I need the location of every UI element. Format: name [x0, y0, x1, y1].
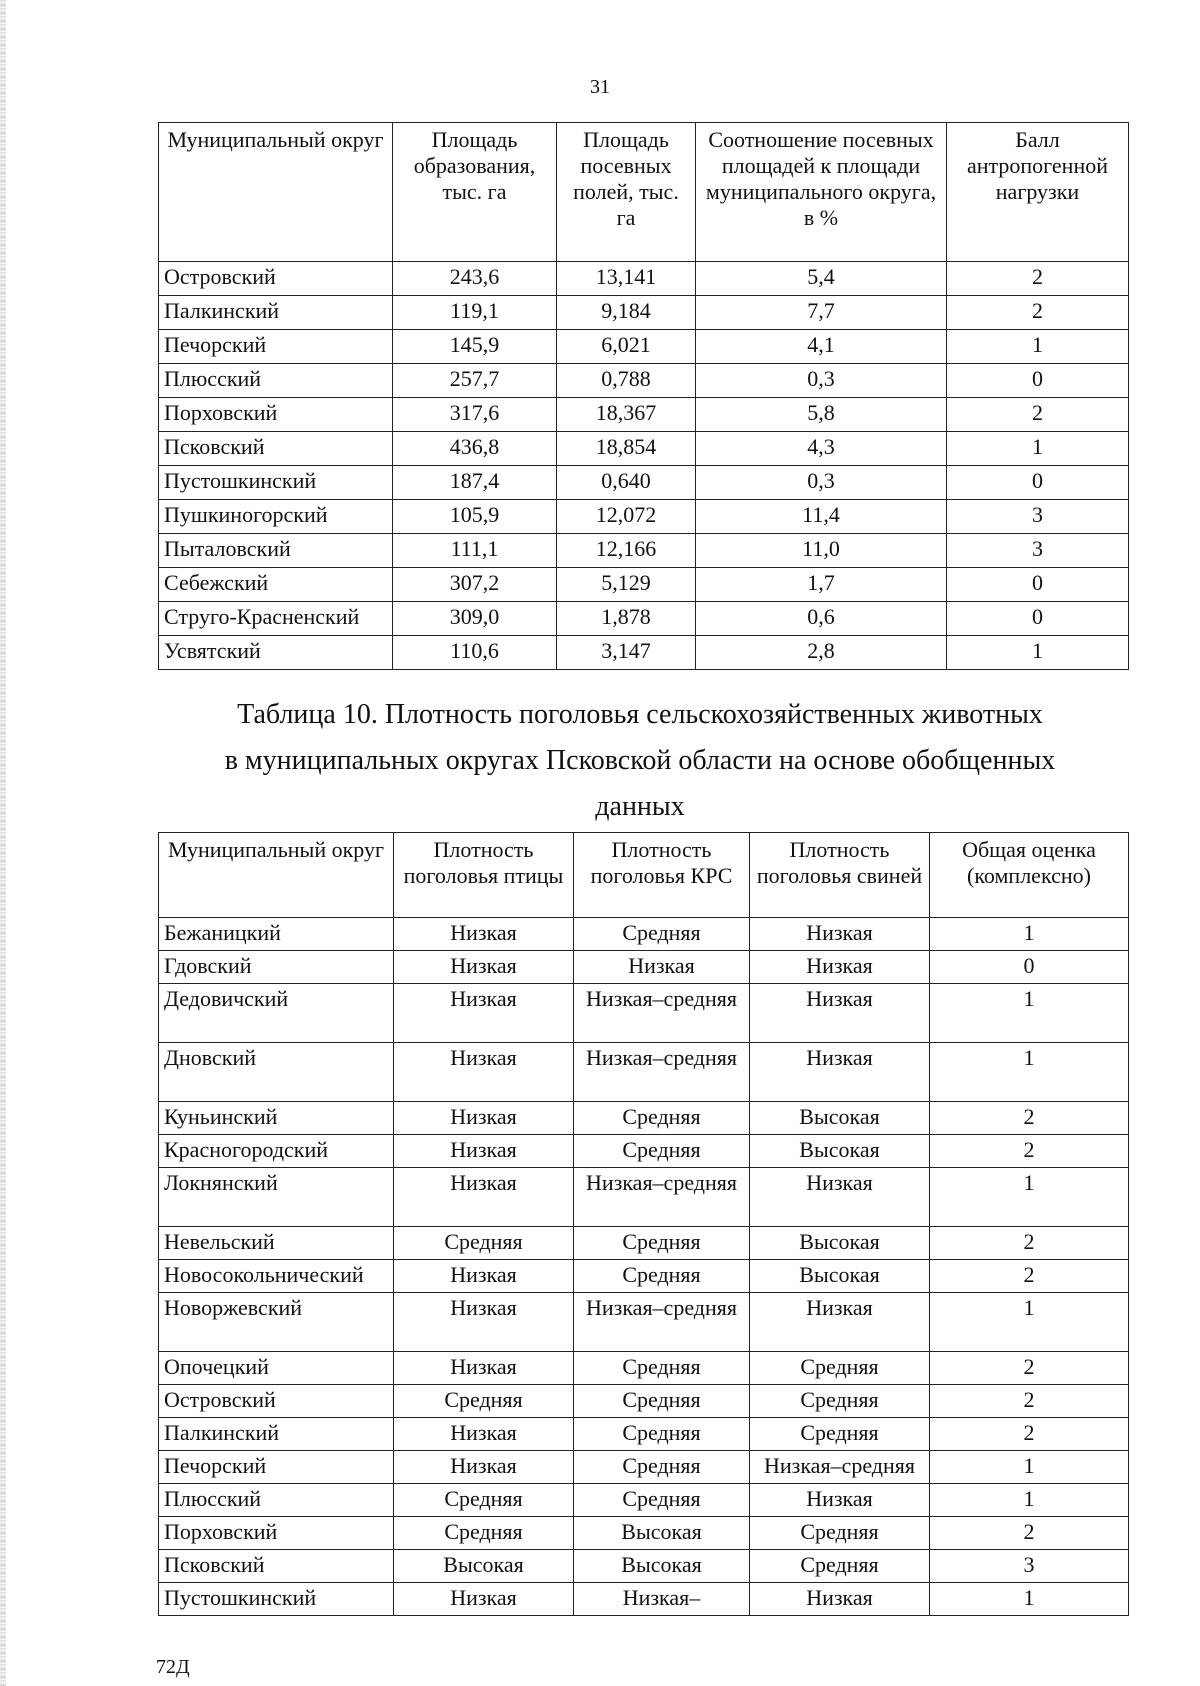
cell-poultry: Низкая	[394, 1451, 574, 1484]
table-row	[159, 1352, 1129, 1385]
cell-pigs: Средняя	[750, 1352, 930, 1385]
cell-overall: 2	[930, 1260, 1129, 1293]
cell-district: Печорский	[159, 1451, 394, 1484]
cell-district: Плюсский	[159, 364, 393, 398]
cell-overall: 2	[930, 1517, 1129, 1550]
cell-ratio: 11,4	[696, 500, 947, 534]
cell-cattle: Низкая	[574, 951, 750, 984]
table-row	[159, 1260, 1129, 1293]
page-number: 31	[590, 76, 610, 98]
cell-overall: 1	[930, 1451, 1129, 1484]
table-row	[159, 1517, 1129, 1550]
cell-overall: 1	[930, 1583, 1129, 1616]
cell-cattle: Средняя	[574, 1484, 750, 1517]
cell-overall: 1	[930, 1293, 1129, 1352]
cell-district: Новоржевский	[159, 1293, 394, 1352]
cell-area: 119,1	[393, 296, 557, 330]
cell-overall: 1	[930, 918, 1129, 951]
cell-pigs: Низкая	[750, 1484, 930, 1517]
cell-poultry: Низкая	[394, 1043, 574, 1102]
cell-overall: 0	[930, 951, 1129, 984]
cell-poultry: Низкая	[394, 1260, 574, 1293]
cell-overall: 1	[930, 1484, 1129, 1517]
table-row	[159, 602, 1129, 636]
cell-cattle: Низкая–средняя	[574, 1168, 750, 1227]
table-row	[159, 636, 1129, 670]
cell-load-score: 0	[947, 364, 1129, 398]
cell-cattle: Средняя	[574, 1260, 750, 1293]
table-row	[159, 1168, 1129, 1227]
cell-cattle: Низкая–средняя	[574, 984, 750, 1043]
header-sown-area: Площадь посевных полей, тыс. га	[557, 123, 696, 262]
cell-pigs: Низкая	[750, 1043, 930, 1102]
table-row	[159, 330, 1129, 364]
cell-sown-area: 5,129	[557, 568, 696, 602]
cell-load-score: 0	[947, 602, 1129, 636]
cell-pigs: Низкая	[750, 984, 930, 1043]
cell-poultry: Низкая	[394, 984, 574, 1043]
cell-district: Пыталовский	[159, 534, 393, 568]
caption-line-3: данных	[595, 791, 685, 822]
cell-poultry: Средняя	[394, 1517, 574, 1550]
cell-ratio: 5,8	[696, 398, 947, 432]
cell-district: Плюсский	[159, 1484, 394, 1517]
cell-district: Опочецкий	[159, 1352, 394, 1385]
cell-sown-area: 1,878	[557, 602, 696, 636]
cell-sown-area: 0,640	[557, 466, 696, 500]
cell-pigs: Высокая	[750, 1135, 930, 1168]
livestock-density-table	[158, 832, 1129, 1616]
cell-load-score: 1	[947, 330, 1129, 364]
cell-sown-area: 6,021	[557, 330, 696, 364]
cell-cattle: Средняя	[574, 1352, 750, 1385]
header-overall: Общая оценка (комплексно)	[930, 833, 1129, 918]
cell-pigs: Средняя	[750, 1550, 930, 1583]
cell-pigs: Низкая	[750, 1583, 930, 1616]
cell-pigs: Высокая	[750, 1102, 930, 1135]
cell-ratio: 4,3	[696, 432, 947, 466]
cell-area: 110,6	[393, 636, 557, 670]
cell-overall: 1	[930, 1168, 1129, 1227]
table-row	[159, 918, 1129, 951]
cell-cattle: Средняя	[574, 1385, 750, 1418]
cell-overall: 2	[930, 1418, 1129, 1451]
table-row	[159, 296, 1129, 330]
header-load-score: Балл антропогенной нагрузки	[947, 123, 1129, 262]
agricultural-load-table	[158, 122, 1129, 670]
cell-sown-area: 18,367	[557, 398, 696, 432]
cell-overall: 1	[930, 1043, 1129, 1102]
cell-ratio: 7,7	[696, 296, 947, 330]
table-row	[159, 466, 1129, 500]
cell-area: 436,8	[393, 432, 557, 466]
cell-load-score: 0	[947, 568, 1129, 602]
cell-area: 309,0	[393, 602, 557, 636]
cell-cattle: Высокая	[574, 1517, 750, 1550]
table-row	[159, 1418, 1129, 1451]
cell-sown-area: 0,788	[557, 364, 696, 398]
table-row	[159, 1385, 1129, 1418]
cell-poultry: Средняя	[394, 1227, 574, 1260]
cell-cattle: Низкая–средняя	[574, 1293, 750, 1352]
cell-load-score: 1	[947, 636, 1129, 670]
cell-area: 111,1	[393, 534, 557, 568]
cell-ratio: 4,1	[696, 330, 947, 364]
cell-sown-area: 13,141	[557, 262, 696, 296]
table-row	[159, 1227, 1129, 1260]
cell-load-score: 3	[947, 500, 1129, 534]
table-row	[159, 500, 1129, 534]
cell-ratio: 0,3	[696, 364, 947, 398]
table-header-row	[159, 123, 1129, 262]
header-district: Муниципальный округ	[159, 833, 394, 918]
header-district: Муниципальный округ	[159, 123, 393, 262]
cell-pigs: Низкая	[750, 918, 930, 951]
cell-district: Новосокольнический	[159, 1260, 394, 1293]
table-row	[159, 364, 1129, 398]
cell-district: Порховский	[159, 1517, 394, 1550]
table-row	[159, 1135, 1129, 1168]
cell-poultry: Средняя	[394, 1484, 574, 1517]
scan-edge	[0, 0, 6, 1686]
table-row	[159, 568, 1129, 602]
cell-pigs: Низкая–средняя	[750, 1451, 930, 1484]
cell-cattle: Средняя	[574, 1418, 750, 1451]
cell-area: 145,9	[393, 330, 557, 364]
table-row	[159, 432, 1129, 466]
cell-district: Бежаницкий	[159, 918, 394, 951]
table-row	[159, 534, 1129, 568]
cell-district: Усвятский	[159, 636, 393, 670]
cell-load-score: 3	[947, 534, 1129, 568]
cell-district: Себежский	[159, 568, 393, 602]
cell-ratio: 0,6	[696, 602, 947, 636]
cell-district: Палкинский	[159, 296, 393, 330]
cell-overall: 2	[930, 1227, 1129, 1260]
table-row	[159, 1451, 1129, 1484]
cell-district: Дновский	[159, 1043, 394, 1102]
cell-poultry: Низкая	[394, 1418, 574, 1451]
cell-district: Пустошкинский	[159, 466, 393, 500]
cell-area: 243,6	[393, 262, 557, 296]
cell-poultry: Низкая	[394, 1352, 574, 1385]
cell-poultry: Средняя	[394, 1385, 574, 1418]
cell-district: Псковский	[159, 432, 393, 466]
cell-pigs: Средняя	[750, 1517, 930, 1550]
cell-pigs: Средняя	[750, 1385, 930, 1418]
cell-poultry: Низкая	[394, 1583, 574, 1616]
cell-load-score: 0	[947, 466, 1129, 500]
cell-district: Локнянский	[159, 1168, 394, 1227]
cell-overall: 2	[930, 1385, 1129, 1418]
caption-line-1: Таблица 10. Плотность поголовья сельскохозяйственных животных	[237, 699, 1043, 730]
cell-district: Островский	[159, 1385, 394, 1418]
table-row	[159, 1484, 1129, 1517]
cell-overall: 2	[930, 1135, 1129, 1168]
cell-pigs: Низкая	[750, 1293, 930, 1352]
cell-district: Невельский	[159, 1227, 394, 1260]
cell-district: Островский	[159, 262, 393, 296]
cell-ratio: 1,7	[696, 568, 947, 602]
cell-district: Псковский	[159, 1550, 394, 1583]
header-poultry: Плотность поголовья птицы	[394, 833, 574, 918]
cell-district: Струго-Красненский	[159, 602, 393, 636]
cell-overall: 2	[930, 1352, 1129, 1385]
table-row	[159, 1043, 1129, 1102]
cell-district: Куньинский	[159, 1102, 394, 1135]
cell-cattle: Средняя	[574, 1102, 750, 1135]
cell-district: Дедовичский	[159, 984, 394, 1043]
cell-cattle: Средняя	[574, 1135, 750, 1168]
cell-area: 307,2	[393, 568, 557, 602]
cell-sown-area: 12,072	[557, 500, 696, 534]
cell-load-score: 1	[947, 432, 1129, 466]
cell-pigs: Низкая	[750, 951, 930, 984]
cell-ratio: 11,0	[696, 534, 947, 568]
cell-pigs: Низкая	[750, 1168, 930, 1227]
cell-area: 317,6	[393, 398, 557, 432]
cell-sown-area: 12,166	[557, 534, 696, 568]
table-row	[159, 262, 1129, 296]
cell-poultry: Высокая	[394, 1550, 574, 1583]
table-row	[159, 1550, 1129, 1583]
header-ratio: Соотношение посевных площадей к площади муниципального округа, в %	[696, 123, 947, 262]
cell-cattle: Низкая–средняя	[574, 1043, 750, 1102]
cell-district: Порховский	[159, 398, 393, 432]
cell-sown-area: 3,147	[557, 636, 696, 670]
table-row	[159, 984, 1129, 1043]
caption-line-2: в муниципальных округах Псковской области на основе обобщенных	[224, 745, 1056, 776]
cell-area: 105,9	[393, 500, 557, 534]
cell-pigs: Высокая	[750, 1260, 930, 1293]
cell-load-score: 2	[947, 398, 1129, 432]
cell-poultry: Низкая	[394, 918, 574, 951]
cell-overall: 3	[930, 1550, 1129, 1583]
cell-pigs: Средняя	[750, 1418, 930, 1451]
cell-district: Пустошкинский	[159, 1583, 394, 1616]
cell-area: 257,7	[393, 364, 557, 398]
cell-load-score: 2	[947, 262, 1129, 296]
header-cattle: Плотность поголовья КРС	[574, 833, 750, 918]
cell-poultry: Низкая	[394, 1168, 574, 1227]
table-header-row	[159, 833, 1129, 918]
cell-poultry: Низкая	[394, 1293, 574, 1352]
cell-overall: 2	[930, 1102, 1129, 1135]
cell-load-score: 2	[947, 296, 1129, 330]
table-caption	[150, 692, 1130, 830]
cell-ratio: 2,8	[696, 636, 947, 670]
cell-ratio: 5,4	[696, 262, 947, 296]
cell-area: 187,4	[393, 466, 557, 500]
table-row	[159, 1583, 1129, 1616]
header-area: Площадь образования, тыс. га	[393, 123, 557, 262]
footer-mark: 72Д	[156, 1656, 190, 1678]
cell-cattle: Средняя	[574, 1451, 750, 1484]
cell-district: Печорский	[159, 330, 393, 364]
cell-district: Пушкиногорский	[159, 500, 393, 534]
cell-sown-area: 9,184	[557, 296, 696, 330]
cell-overall: 1	[930, 984, 1129, 1043]
cell-cattle: Низкая–	[574, 1583, 750, 1616]
cell-poultry: Низкая	[394, 1135, 574, 1168]
cell-cattle: Высокая	[574, 1550, 750, 1583]
cell-district: Гдовский	[159, 951, 394, 984]
table-row	[159, 1102, 1129, 1135]
header-pigs: Плотность поголовья свиней	[750, 833, 930, 918]
table-row	[159, 1293, 1129, 1352]
cell-district: Красногородский	[159, 1135, 394, 1168]
cell-poultry: Низкая	[394, 951, 574, 984]
table-row	[159, 398, 1129, 432]
cell-sown-area: 18,854	[557, 432, 696, 466]
cell-cattle: Средняя	[574, 1227, 750, 1260]
cell-poultry: Низкая	[394, 1102, 574, 1135]
cell-pigs: Высокая	[750, 1227, 930, 1260]
cell-cattle: Средняя	[574, 918, 750, 951]
table-row	[159, 951, 1129, 984]
cell-ratio: 0,3	[696, 466, 947, 500]
cell-district: Палкинский	[159, 1418, 394, 1451]
